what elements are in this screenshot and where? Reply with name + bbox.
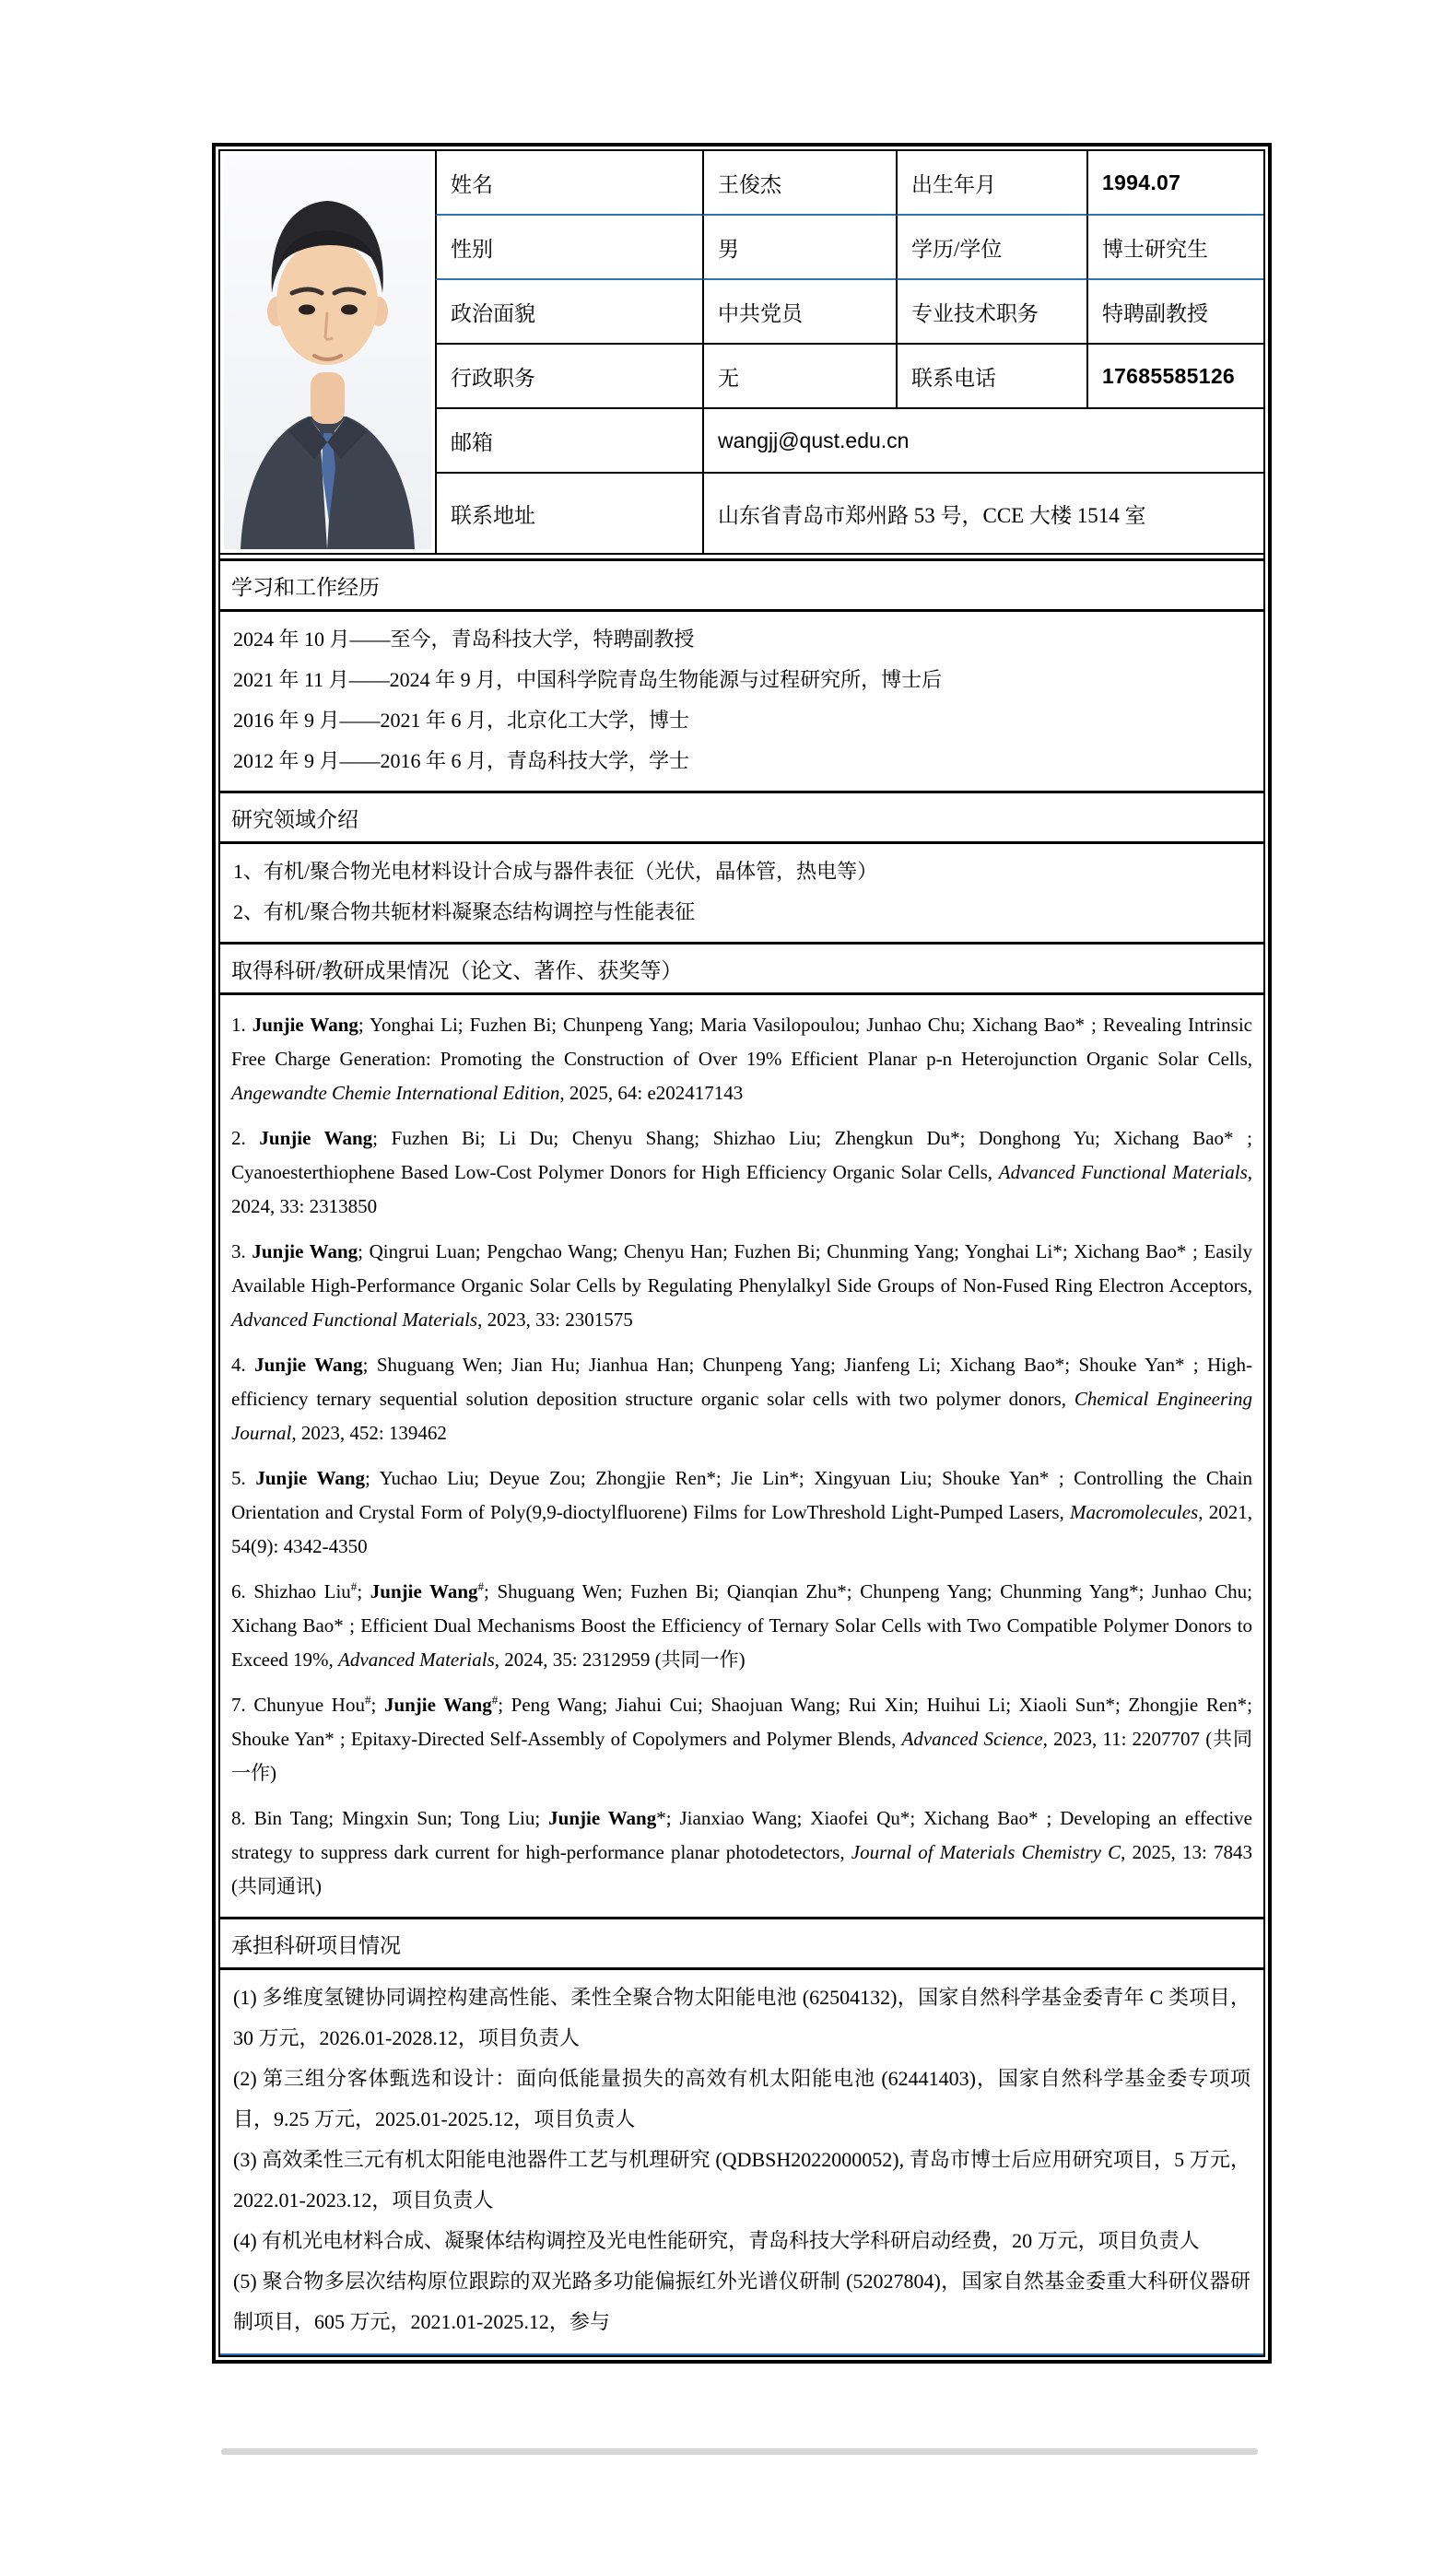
tech-title-label: 专业技术职务 xyxy=(896,280,1086,345)
section-header-projects: 承担科研项目情况 xyxy=(220,1919,1263,1970)
name-label: 姓名 xyxy=(435,151,702,216)
birth-label: 出生年月 xyxy=(896,151,1086,216)
phone-label: 联系电话 xyxy=(896,345,1086,409)
publication-item: 1. Junjie Wang; Yonghai Li; Fuzhen Bi; Chunpeng Yang; Maria Vasilopoulou; Junhao Chu; Xichang Bao* ; Revealing Intrinsic Free Charge Generation: Promoting the Construction of Over 19% Efficient Planar p-n Heterojunction Organic Solar Cells, Angewandte Chemie International Edition, 2025, 64: e202417143 xyxy=(231,1014,1252,1104)
text-line: (5) 聚合物多层次结构原位跟踪的双光路多功能偏振红外光谱仪研制 (52027804)，国家自然基金委重大科研仪器研制项目，605 万元，2021.01-2025.12，参与 xyxy=(233,2270,1251,2333)
publications-list xyxy=(220,995,1263,1919)
degree-label: 学历/学位 xyxy=(896,216,1086,280)
profile-table xyxy=(212,143,1272,2364)
research-list xyxy=(220,844,1263,945)
section-header-achievements: 取得科研/教研成果情况（论文、著作、获奖等） xyxy=(220,945,1263,995)
text-line: 2024 年 10 月——至今，青岛科技大学，特聘副教授 xyxy=(233,628,695,651)
publication-item: 5. Junjie Wang; Yuchao Liu; Deyue Zou; Zhongjie Ren*; Jie Lin*; Xingyuan Liu; Shouke Yan* ; Controlling the Chain Orientation and Crystal Form of Poly(9,9-dioctylfluorene) Films for LowThreshold Light-Pumped Lasers, Macromolecules, 2021, 54(9): 4342-4350 xyxy=(231,1467,1253,1557)
text-line: 2、有机/聚合物共轭材料凝聚态结构调控与性能表征 xyxy=(233,900,696,923)
section-header-research: 研究领域介绍 xyxy=(220,793,1263,844)
address-label: 联系地址 xyxy=(435,474,702,553)
text-line: 1、有机/聚合物光电材料设计合成与器件表征（光伏，晶体管，热电等） xyxy=(233,860,878,883)
publication-item: 3. Junjie Wang; Qingrui Luan; Pengchao Wang; Chenyu Han; Fuzhen Bi; Chunming Yang; Yonghai Li*; Xichang Bao* ; Easily Available High-Performance Organic Solar Cells by Regulating Phenylalkyl Side Groups of Non-Fused Ring Electron Acceptors, Advanced Functional Materials, 2023, 33: 2301575 xyxy=(231,1240,1252,1331)
text-line: (4) 有机光电材料合成、凝聚体结构调控及光电性能研究，青岛科技大学科研启动经费，20 万元，项目负责人 xyxy=(233,2229,1200,2252)
admin-post-label: 行政职务 xyxy=(435,345,702,409)
degree-value: 博士研究生 xyxy=(1086,216,1263,280)
gender-label: 性别 xyxy=(435,216,702,280)
publication-item: 2. Junjie Wang; Fuzhen Bi; Li Du; Chenyu Shang; Shizhao Liu; Zhengkun Du*; Donghong Yu; Xichang Bao* ; Cyanoesterthiophene Based Low-Cost Polymer Donors for High Efficiency Organic Solar Cells, Advanced Functional Materials, 2024, 33: 2313850 xyxy=(231,1127,1253,1217)
portrait-photo-image xyxy=(224,155,431,549)
gender-value: 男 xyxy=(702,216,896,280)
publication-item: 6. Shizhao Liu#; Junjie Wang#; Shuguang Wen; Fuzhen Bi; Qianqian Zhu*; Chunpeng Yang; Chunming Yang*; Junhao Chu; Xichang Bao* ; Efficient Dual Mechanisms Boost the Efficiency of Ternary Solar Cells with Two Compatible Polymer Donors to Exceed 19%, Advanced Materials, 2024, 35: 2312959 (共同一作) xyxy=(231,1579,1252,1671)
publication-item: 7. Chunyue Hou#; Junjie Wang#; Peng Wang; Jiahui Cui; Shaojuan Wang; Rui Xin; Huihui Li; Xiaoli Sun*; Zhongjie Ren*; Shouke Yan* ; Epitaxy-Directed Self-Assembly of Copolymers and Polymer Blends, Advanced Science, 2023, 11: 2207707 (共同一作) xyxy=(231,1693,1252,1784)
publication-item: 8. Bin Tang; Mingxin Sun; Tong Liu; Junjie Wang*; Jianxiao Wang; Xiaofei Qu*; Xichang Bao* ; Developing an effective strategy to suppress dark current for high-performance planar photodetectors, Journal of Materials Chemistry C, 2025, 13: 7843 (共同通讯) xyxy=(231,1807,1252,1897)
text-line: (3) 高效柔性三元有机太阳能电池器件工艺与机理研究 (QDBSH2022000052), 青岛市博士后应用研究项目，5 万元，2022.01-2023.12，项目负责人 xyxy=(233,2148,1251,2212)
political-status-label: 政治面貌 xyxy=(435,280,702,345)
text-line: 2012 年 9 月——2016 年 6 月，青岛科技大学，学士 xyxy=(233,749,690,772)
birth-value: 1994.07 xyxy=(1086,151,1263,216)
email-value: wangjj@qust.edu.cn xyxy=(702,409,1263,474)
projects-list xyxy=(220,1970,1263,2355)
double-rule-divider xyxy=(220,553,1263,561)
address-value: 山东省青岛市郑州路 53 号，CCE 大楼 1514 室 xyxy=(702,474,1263,553)
text-line: 2021 年 11 月——2024 年 9 月，中国科学院青岛生物能源与过程研究所，博士后 xyxy=(233,668,943,691)
text-line: (1) 多维度氢键协同调控构建高性能、柔性全聚合物太阳能电池 (62504132)，国家自然科学基金委青年 C 类项目，30 万元，2026.01-2028.12，项目负责人 xyxy=(233,1986,1251,2049)
text-line: (2) 第三组分客体甄选和设计：面向低能量损失的高效有机太阳能电池 (62441403)，国家自然科学基金委专项项目，9.25 万元，2025.01-2025.12，项目负责人 xyxy=(233,2067,1251,2130)
phone-value: 17685585126 xyxy=(1086,345,1263,409)
publication-item: 4. Junjie Wang; Shuguang Wen; Jian Hu; Jianhua Han; Chunpeng Yang; Jianfeng Li; Xichang Bao*; Shouke Yan* ; High-efficiency ternary sequential solution deposition structure organic solar cells with two polymer donors, Chemical Engineering Journal, 2023, 452: 139462 xyxy=(231,1354,1252,1444)
horizontal-divider xyxy=(221,2448,1258,2455)
tech-title-value: 特聘副教授 xyxy=(1086,280,1263,345)
personal-info-grid xyxy=(220,151,1263,553)
profile-table-inner xyxy=(218,149,1265,2357)
text-line: 2016 年 9 月——2021 年 6 月，北京化工大学，博士 xyxy=(233,709,690,732)
name-value: 王俊杰 xyxy=(702,151,896,216)
political-status-value: 中共党员 xyxy=(702,280,896,345)
admin-post-value: 无 xyxy=(702,345,896,409)
section-header-experience: 学习和工作经历 xyxy=(220,561,1263,612)
experience-list xyxy=(220,612,1263,793)
email-label: 邮箱 xyxy=(435,409,702,474)
portrait-photo xyxy=(220,151,435,553)
